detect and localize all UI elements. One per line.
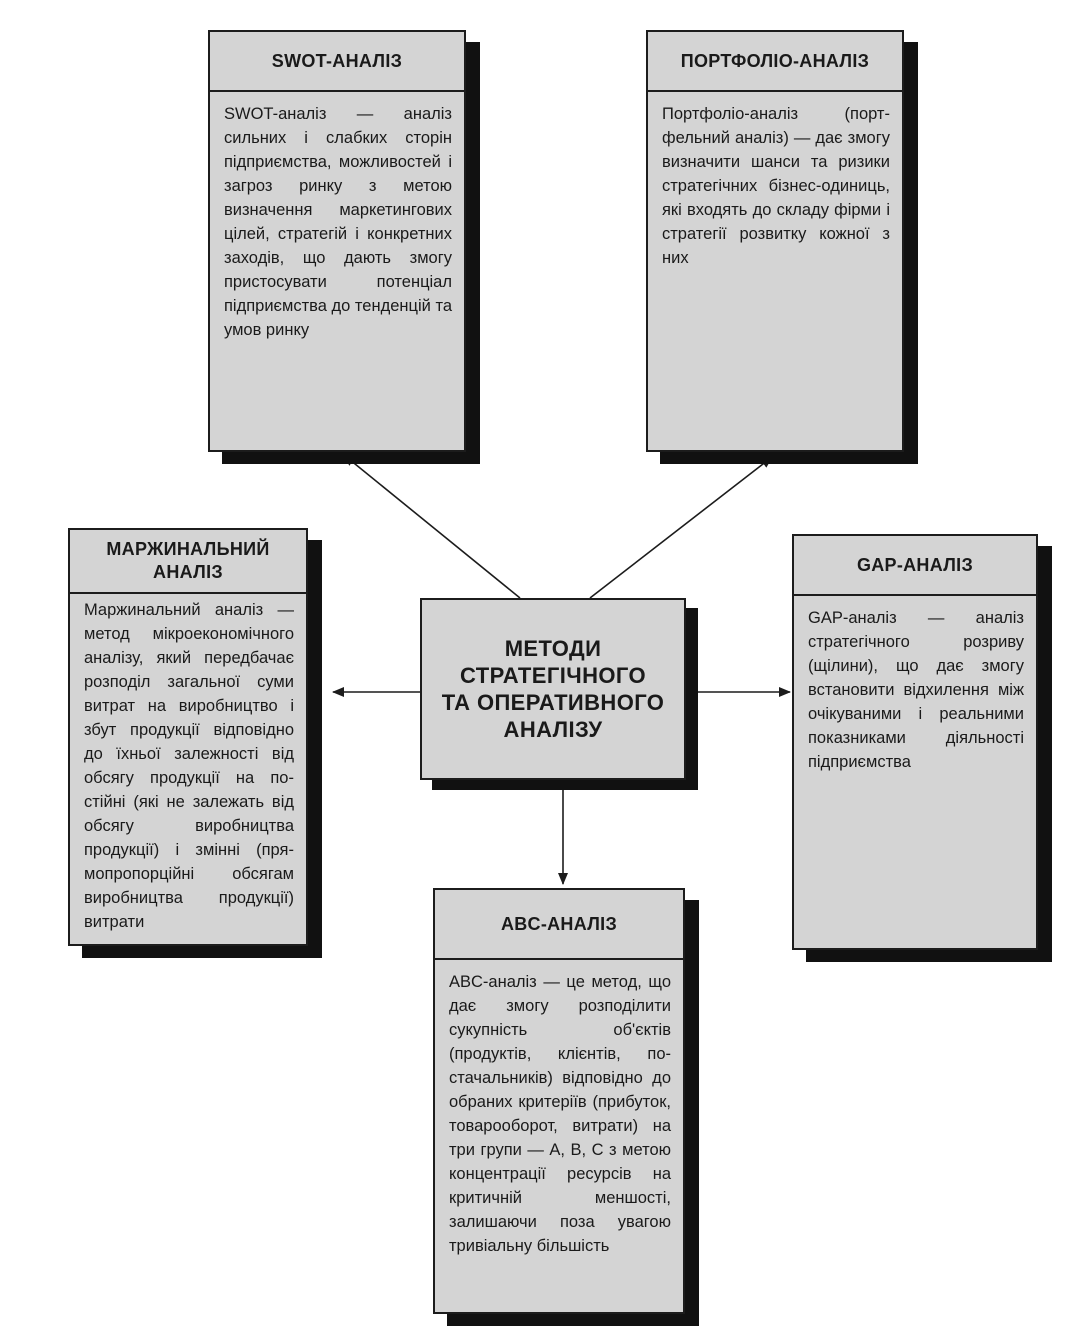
portfolio-analysis-description: Портфоліо-аналіз (портфельний аналіз) — дає змогу визначити шанси та ризики стратегічних бізнес-одиниць, які входять до складу фірми і стратегії розвитку кожної з них: [662, 105, 890, 267]
abc-analysis-description: ABC-аналіз — це метод, що дає змогу розподілити сукупність об'єктів (продуктів, клієнтів, постачальників) відповідно до обраних критеріїв (прибуток, товарооборот, витрати) на три групи — А, В, С з метою концентрації ресурсів на критичній меншості, залишаючи поза увагою тривіальну більшість: [449, 973, 671, 1255]
marginal-analysis-box: [68, 528, 308, 946]
marginal-analysis-description: Маржинальний аналіз — метод мікроекономічного аналізу, який передбачає розподіл загальної суми витрат на виробництво і збут продукції відповідно до їхньої залежності від обсягу продукції на постійні (які не залежать від обсягу виробництва продукції) і змінні (прямопропорційні обсягам виробництва продукції) витрати: [84, 601, 294, 931]
gap-analysis-title: GAP-АНАЛІЗ: [794, 536, 1036, 596]
swot-analysis-box: [208, 30, 466, 452]
swot-analysis-description: SWOT-аналіз — аналіз сильних і слабких сторін підприємства, можливостей і загроз ринку з метою визначення маркетингових цілей, стратегій і конкретних заходів, що дають змогу пристосувати потенціал підприємства до тенденцій та умов ринку: [224, 105, 452, 339]
portfolio-analysis-title: ПОРТФОЛІО-АНАЛІЗ: [648, 32, 902, 92]
gap-analysis-box: [792, 534, 1038, 950]
marginal-analysis-title: МАРЖИНАЛЬНИЙ АНАЛІЗ: [70, 530, 306, 594]
gap-analysis-description: GAP-аналіз — аналіз стратегічного розриву (щілини), що дає змогу встановити відхилення між очікуваними і реальними показниками діяльності підприємства: [808, 609, 1024, 771]
arrow-to-portfolio: [590, 457, 772, 598]
abc-analysis-title: ABC-АНАЛІЗ: [435, 890, 683, 960]
arrow-to-swot: [344, 455, 520, 598]
portfolio-analysis-box: [646, 30, 904, 452]
swot-analysis-title: SWOT-АНАЛІЗ: [210, 32, 464, 92]
abc-analysis-box: [433, 888, 685, 1314]
methods-center-title: МЕТОДИ СТРАТЕГІЧНОГО ТА ОПЕРАТИВНОГО АНАЛІЗУ: [441, 636, 665, 742]
methods-center-box: [420, 598, 686, 780]
